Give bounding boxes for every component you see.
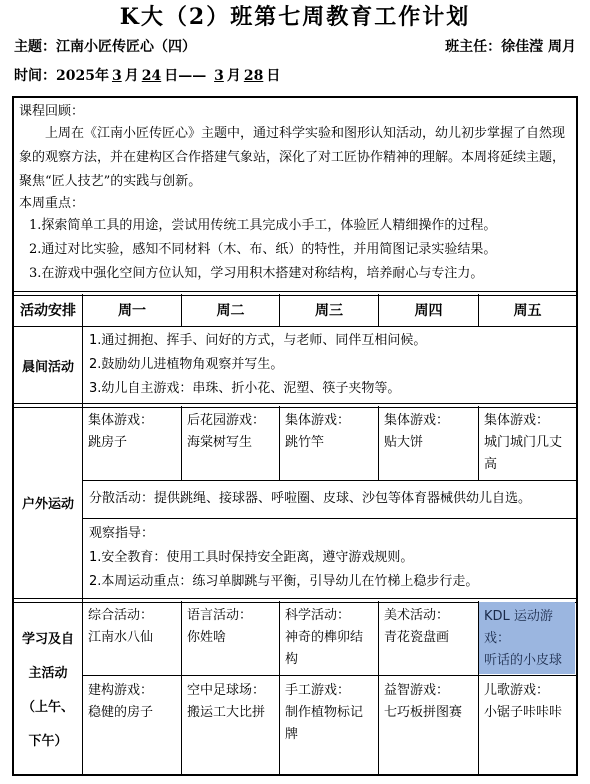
label-line: （上午、	[21, 700, 74, 715]
morning-label: 晨间活动	[21, 359, 74, 375]
day-header-mon: 周一	[118, 303, 146, 319]
start-day: 24	[141, 68, 162, 84]
day-unit-1: 日	[164, 68, 179, 84]
activity-type: KDL 运动游戏：	[484, 609, 553, 646]
activity-name: 你姓啥	[187, 630, 227, 645]
end-day: 28	[243, 68, 264, 84]
day-unit-2: 日	[266, 68, 281, 84]
learning-activity-wed-2	[280, 676, 378, 774]
teacher-label: 班主任：	[445, 39, 502, 55]
game-type: 集体游戏：	[484, 413, 550, 428]
topic-line	[14, 36, 576, 58]
day-header-thu: 周四	[414, 303, 443, 319]
activity-type: 手工游戏：	[285, 683, 351, 698]
topic-label: 主题：	[14, 39, 56, 55]
game-type: 集体游戏：	[384, 413, 450, 428]
month-unit-2: 月	[226, 68, 241, 84]
activity-type: 综合活动：	[88, 608, 154, 623]
game-type: 后花园游戏：	[187, 413, 266, 428]
activity-name: 江南水八仙	[88, 630, 154, 645]
observation-guide	[85, 520, 575, 598]
learning-activity-tue-1	[182, 601, 279, 675]
schedule-header-label: 活动安排	[20, 303, 76, 319]
activity-name: 听话的小皮球	[484, 653, 563, 668]
morning-activities	[85, 328, 575, 402]
outdoor-game-mon	[83, 406, 181, 480]
start-month: 3	[111, 68, 122, 84]
list-item: 1.通过拥抱、挥手、问好的方式，与老师、同伴互相问候。	[89, 333, 427, 348]
activity-name: 神奇的榫卯结构	[285, 630, 364, 667]
divider	[82, 518, 576, 519]
game-name: 海棠树写生	[187, 435, 253, 450]
outdoor-label: 户外运动	[21, 496, 74, 512]
learning-activity-fri-1	[479, 602, 575, 674]
activity-name: 小锯子咔咔咔	[484, 705, 563, 720]
time-line	[14, 64, 576, 88]
game-type: 集体游戏：	[285, 413, 351, 428]
activity-name: 搬运工大比拼	[187, 705, 266, 720]
outdoor-game-fri	[479, 406, 576, 480]
divider	[14, 291, 576, 296]
course-review	[17, 101, 575, 291]
guide-heading: 观察指导：	[89, 526, 155, 541]
activity-name: 青花瓷盘画	[384, 630, 450, 645]
split-activities: 分散活动：提供跳绳、接球器、呼啦圈、皮球、沙包等体育器械供幼儿自选。	[89, 491, 532, 506]
time-label: 时间：	[14, 68, 56, 84]
learning-activity-mon-2	[83, 676, 181, 774]
focus-heading: 本周重点：	[19, 196, 85, 211]
date-dash: ——	[178, 68, 212, 84]
outdoor-game-wed	[280, 406, 378, 480]
day-header-tue: 周二	[216, 303, 245, 319]
activity-name: 稳健的房子	[88, 705, 154, 720]
learning-activity-thu-2	[379, 676, 478, 774]
focus-item: 2.通过对比实验，感知不同材料（木、布、纸）的特性，并用简图记录实验结果。	[29, 242, 497, 257]
activity-type: 科学活动：	[285, 608, 351, 623]
year-unit: 年	[94, 68, 109, 84]
activity-type: 空中足球场：	[187, 683, 266, 698]
teacher-info	[445, 36, 576, 58]
game-name: 跳房子	[88, 435, 128, 450]
day-header-wed: 周三	[315, 303, 343, 319]
topic-value: 江南小匠传匠心（四）	[56, 39, 196, 55]
activity-name: 制作植物标记牌	[285, 705, 364, 742]
learning-label	[14, 601, 82, 774]
activity-type: 建构游戏：	[88, 683, 154, 698]
game-name: 城门城门几丈高	[484, 435, 563, 472]
label-line: 学习及自	[21, 632, 74, 647]
outdoor-game-tue	[182, 406, 279, 480]
review-paragraph: 上周在《江南小匠传匠心》主题中，通过科学实验和图形认知活动，幼儿初步掌握了自然现象的观察方法，并在建构区合作搭建气象站，深化了对工匠协作精神的理解。本周将延续主题，聚焦“匠人技艺”的实践与创新。	[19, 126, 566, 189]
label-line: 主活动	[28, 666, 68, 681]
page-title: K大（2）班第七周教育工作计划	[119, 4, 471, 30]
learning-activity-mon-1	[83, 601, 181, 675]
learning-activity-tue-2	[182, 676, 279, 774]
focus-item: 1.探索简单工具的用途，尝试用传统工具完成小手工，体验匠人精细操作的过程。	[29, 218, 497, 233]
list-item: 3.幼儿自主游戏：串珠、折小花、泥塑、筷子夹物等。	[89, 381, 401, 396]
teacher-names: 徐佳滢 周月	[501, 39, 576, 55]
divider	[14, 326, 576, 327]
month-unit-1: 月	[124, 68, 139, 84]
game-name: 跳竹竿	[285, 435, 325, 450]
list-item: 1.安全教育：使用工具时保持安全距离，遵守游戏规则。	[89, 550, 414, 565]
list-item: 2.本周运动重点：练习单脚跳与平衡，引导幼儿在竹梯上稳步行走。	[89, 574, 479, 589]
activity-name: 七巧板拼图赛	[384, 705, 463, 720]
game-type: 集体游戏：	[88, 413, 154, 428]
plan-table	[12, 96, 578, 776]
review-heading: 课程回顾：	[19, 104, 85, 119]
activity-type: 语言活动：	[187, 608, 253, 623]
activity-type: 美术活动：	[384, 608, 450, 623]
year: 2025	[56, 68, 95, 84]
learning-activity-wed-1	[280, 601, 378, 675]
learning-activity-fri-2	[479, 676, 576, 774]
divider	[82, 480, 576, 481]
activity-type: 益智游戏：	[384, 683, 450, 698]
day-header-fri: 周五	[513, 303, 542, 319]
list-item: 2.鼓励幼儿进植物角观察并写生。	[89, 357, 284, 372]
learning-activity-thu-1	[379, 601, 478, 675]
game-name: 贴大饼	[384, 435, 424, 450]
activity-type: 儿歌游戏：	[484, 683, 550, 698]
focus-item: 3.在游戏中强化空间方位认知，学习用积木搭建对称结构，培养耐心与专注力。	[29, 266, 484, 281]
label-line: 下午）	[28, 734, 68, 749]
outdoor-game-thu	[379, 406, 478, 480]
end-month: 3	[214, 68, 224, 84]
